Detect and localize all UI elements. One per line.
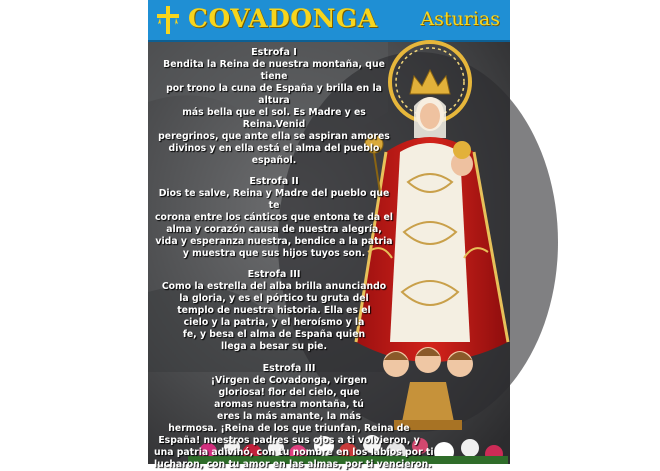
stanza-title: Estrofa I xyxy=(251,47,297,58)
prayer-card xyxy=(148,0,510,470)
stanza-title: Estrofa III xyxy=(262,363,316,374)
verse-line: gloriosa! flor del cielo, que xyxy=(218,387,360,398)
verse-line: vida y esperanza nuestra, bendice a la patria xyxy=(155,236,393,247)
verse-line: aromas nuestra montaña, tú xyxy=(214,399,364,410)
verse-line: cielo y la patria, y el heroísmo y la xyxy=(183,317,365,328)
verse-line: corona entre los cánticos que entona te da el xyxy=(155,212,393,223)
verse-line: la gloria, y es el pórtico tu gruta del xyxy=(179,293,369,304)
verse-line: ¡Virgen de Covadonga, virgen xyxy=(210,375,368,386)
verse-line: Como la estrella del alba brilla anunciando xyxy=(161,281,387,292)
page-title: COVADONGA xyxy=(188,4,378,33)
verse-line: hermosa. ¡Reina de los que triunfan, Reina de xyxy=(168,423,410,434)
verse-line: eres la más amante, la más xyxy=(217,411,361,422)
verse-line: por trono la cuna de España y brilla en la altura xyxy=(166,83,382,106)
verse-line: peregrinos, que ante ella se aspiran amores xyxy=(158,131,390,142)
verse-line: una patria adivinó, con tu nombre en los labios por ti xyxy=(154,447,434,458)
verse-line: divinos y en ella está el alma del pueblo español. xyxy=(168,143,380,166)
stanza-2 xyxy=(154,175,394,260)
asturian-cross-icon xyxy=(153,5,183,35)
stanza-title: Estrofa III xyxy=(247,269,301,280)
stanza-4 xyxy=(154,362,434,471)
verse-line: Bendita la Reina de nuestra montaña, que tiene xyxy=(163,59,385,82)
verse-line: y muestra que sus hijos tuyos son. xyxy=(182,248,366,259)
verse-line: Dios te salve, Reina y Madre del pueblo que te xyxy=(158,188,390,211)
hymn-text xyxy=(154,46,434,470)
verse-line: España! nuestros padres sus ojos a ti volvieron, y xyxy=(158,435,420,446)
verse-line: alma y corazón causa de nuestra alegría, xyxy=(166,224,382,235)
verse-line: llega a besar su pie. xyxy=(220,341,327,352)
stanza-3 xyxy=(154,268,394,353)
verse-line: lucharon, con tu amor en las almas, por ti vencieron. xyxy=(154,459,432,470)
region-label: Asturias xyxy=(420,8,500,30)
header-band xyxy=(148,0,510,42)
stanza-1 xyxy=(154,46,394,167)
verse-line: templo de nuestra historia. Ella es el xyxy=(177,305,371,316)
verse-line: fe, y besa el alma de España quien xyxy=(182,329,366,340)
stanza-title: Estrofa II xyxy=(249,176,299,187)
verse-line: más bella que el sol. Es Madre y es Reina.Venid xyxy=(182,107,366,130)
